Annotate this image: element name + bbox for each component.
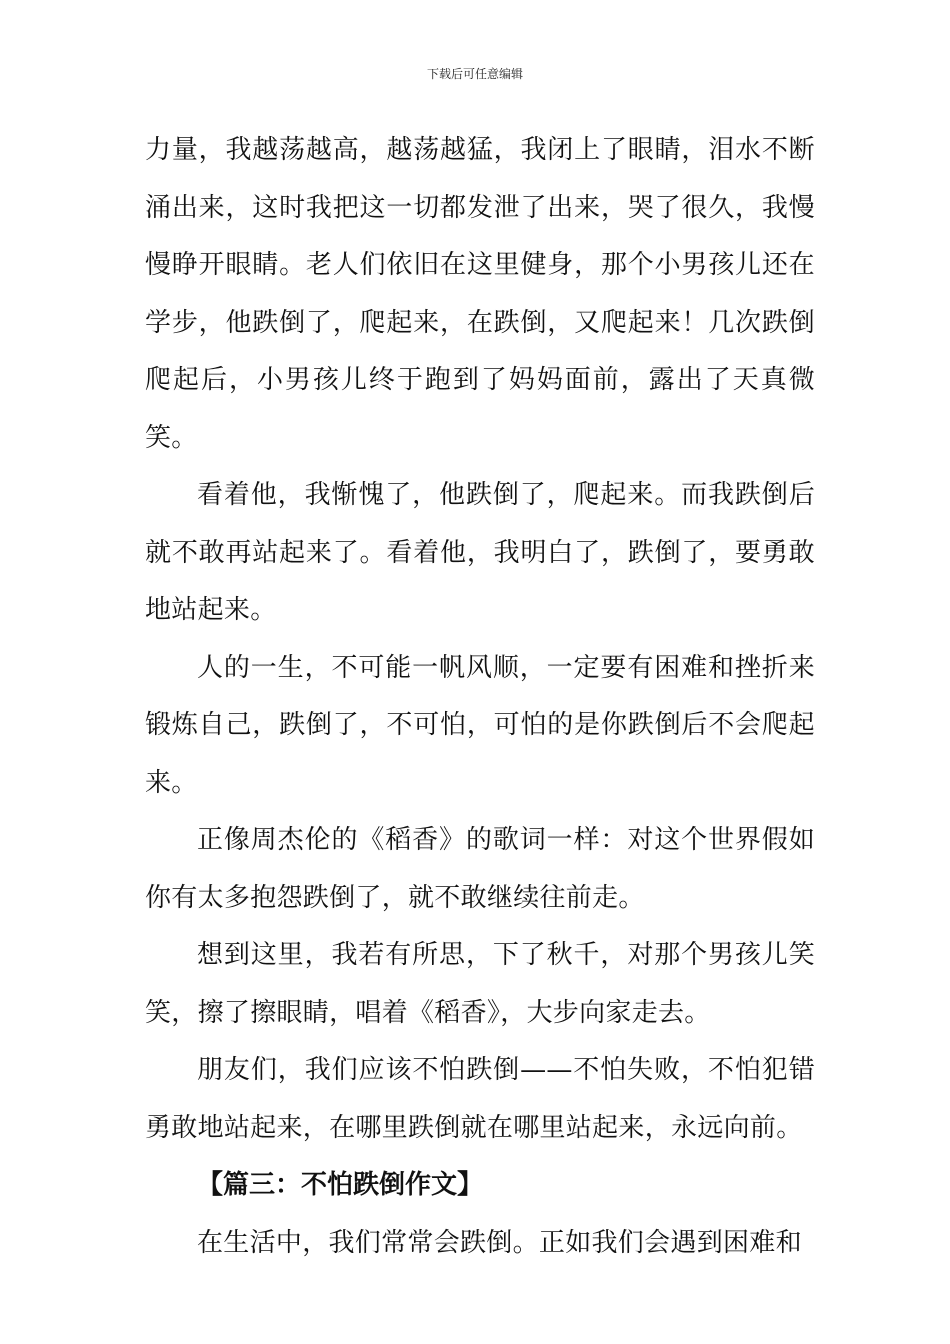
paragraph: 人的一生，不可能一帆风顺，一定要有困难和挫折来锻炼自己，跌倒了，不可怕，可怕的是你跌倒后不会爬起来。: [145, 652, 815, 798]
paragraph: 想到这里，我若有所思，下了秋千，对那个男孩儿笑笑，擦了擦眼睛，唱着《稻香》，大步向家走去。: [145, 940, 815, 1028]
document-body: [145, 122, 815, 1272]
paragraph: 朋友们，我们应该不怕跌倒——不怕失败，不怕犯错勇敢地站起来，在哪里跌倒就在哪里站起来，永远向前。: [145, 1055, 815, 1143]
paragraph-truncated: 在生活中，我们常常会跌倒。正如我们会遇到困难和: [197, 1227, 802, 1258]
page-header: 下载后可任意编辑: [426, 67, 523, 81]
paragraph: 看着他，我惭愧了，他跌倒了，爬起来。而我跌倒后就不敢再站起来了。看着他，我明白了，跌倒了，要勇敢地站起来。: [145, 480, 815, 625]
paragraph-continued: 力量，我越荡越高，越荡越猛，我闭上了眼睛，泪水不断涌出来，这时我把这一切都发泄了出来，哭了很久，我慢慢睁开眼睛。老人们依旧在这里健身，那个小男孩儿还在学步，他跌倒了，爬起来，在跌倒，又爬起来！几次跌倒爬起后，小男孩儿终于跑到了妈妈面前，露出了天真微笑。: [145, 135, 815, 453]
section-heading: 【篇三：不怕跌倒作文】: [197, 1170, 484, 1200]
paragraph: 正像周杰伦的《稻香》的歌词一样：对这个世界假如你有太多抱怨跌倒了，就不敢继续往前走。: [145, 825, 815, 913]
